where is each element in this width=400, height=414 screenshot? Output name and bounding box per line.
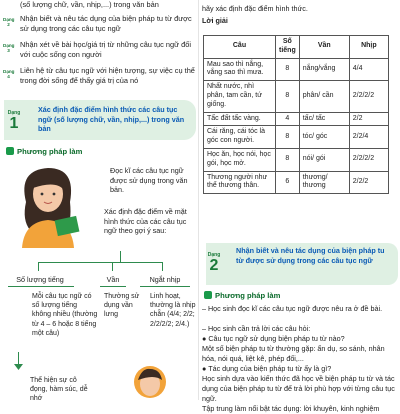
table-cell: 2/2/2/2	[349, 148, 388, 171]
header-rhythm: Nhịp	[349, 36, 388, 59]
table-cell: Thương người như thể thương thân.	[204, 171, 276, 194]
caption-syllables: Số lượng tiếng	[16, 275, 64, 284]
list-item-4-label: Dạng 4	[3, 69, 15, 79]
table-row	[204, 58, 389, 81]
table-cell: phân/ cần	[299, 81, 349, 112]
table-row	[204, 171, 389, 194]
summary-text: Thể hiện sự cô đọng, hàm súc, dễ nhớ	[30, 377, 88, 403]
method-line-5: ● Tác dụng của biện pháp tu từ ấy là gì?	[202, 364, 332, 373]
tree-branch-3	[162, 262, 163, 271]
column-rhyme: Thường sử dụng vần lưng	[104, 293, 140, 319]
tree-stem	[120, 251, 121, 262]
table-cell: tóc/ góc	[299, 126, 349, 149]
table-cell: 8	[276, 126, 300, 149]
gear-icon	[204, 291, 212, 299]
table-cell: tấc/ tấc	[299, 112, 349, 126]
caption-rhyme: Vần	[106, 275, 120, 284]
table-cell: 4/4	[349, 58, 388, 81]
table-cell: 4	[276, 112, 300, 126]
table-cell: 2/2	[349, 112, 388, 126]
method-heading-1: Phương pháp làm	[6, 147, 82, 156]
table-row	[204, 81, 389, 112]
header-rhyme: Vần	[299, 36, 349, 59]
method-heading-2: Phương pháp làm	[204, 291, 280, 300]
table-cell: 2/2/4	[349, 126, 388, 149]
type2-badge: Dạng 2	[207, 252, 221, 274]
table-cell: 6	[276, 171, 300, 194]
student-illustration	[120, 360, 180, 400]
analysis-table	[203, 35, 389, 194]
tree-connector	[38, 262, 162, 263]
list-item-1-text: (số lượng chữ, vần, nhịp,...) trong văn bản	[20, 0, 159, 9]
exercise-intro: hãy xác định đặc điểm hình thức.	[202, 4, 308, 13]
bubble-read: Đọc kĩ các câu tục ngữ được sử dụng trong văn bản.	[110, 166, 188, 195]
list-item-4-text: Liên hệ từ câu tục ngữ với hiện tượng, sự việc cụ thể trong đời sống để thấy giá trị của nó	[20, 66, 195, 85]
type1-badge: Dạng 1	[7, 110, 21, 132]
table-cell: Học ăn, học nói, học gói, học mở.	[204, 148, 276, 171]
table-cell: 8	[276, 148, 300, 171]
bubble-identify: Xác định đặc điểm về mặt hình thức của các câu tục ngữ theo gợi ý sau:	[104, 207, 187, 236]
method-line-7: Tập trung làm nổi bật tác dụng: lời khuyên, kinh nghiệm	[202, 404, 380, 413]
list-item-2-text: Nhận biết và nêu tác dụng của biện pháp tu từ được sử dụng trong các câu tục ngữ	[20, 14, 192, 33]
type1-title: Xác định đặc điểm hình thức các câu tục ngữ (số lượng chữ, vần, nhịp,...) trong văn bản	[38, 105, 185, 133]
table-cell: nắng/vắng	[299, 58, 349, 81]
table-cell: 2/2/2	[349, 171, 388, 194]
table-cell: thương/ thương	[299, 171, 349, 194]
column-divider	[198, 0, 199, 400]
table-cell: 8	[276, 81, 300, 112]
method-line-2: – Học sinh cần trả lời các câu hỏi:	[202, 324, 311, 333]
solution-label: Lời giải	[202, 16, 228, 25]
caption-rhythm: Ngắt nhịp	[149, 275, 181, 284]
header-syllables: Số tiếng	[276, 36, 300, 59]
method-line-4: Một số biện pháp tu từ thường gặp: ẩn dụ, so sánh, nhân hóa, nói quá, liệt kê, phép đối,...	[202, 344, 385, 363]
table-cell: Mau sao thì nắng, vắng sao thì mưa.	[204, 58, 276, 81]
method-line-6: Học sinh dựa vào kiến thức đã học về biện pháp tu từ và tác dụng của biện pháp tu từ để trả lời phù hợp với từng câu tục ngữ.	[202, 374, 395, 403]
table-cell: nói/ gói	[299, 148, 349, 171]
caption-underline-3	[140, 286, 190, 287]
caption-underline-1	[8, 286, 74, 287]
caption-underline-2	[100, 286, 126, 287]
list-item-3-label: Dạng 3	[3, 43, 15, 53]
table-cell: Tấc đất tấc vàng.	[204, 112, 276, 126]
column-syllables: Mỗi câu tục ngữ có số lượng tiếng không nhiều (thường từ 4 – 6 hoặc 8 tiếng một câu)	[32, 293, 98, 337]
header-sentence: Câu	[204, 36, 276, 59]
tree-branch-2	[112, 262, 113, 271]
type2-title: Nhận biết và nêu tác dụng của biện pháp tu từ được sử dụng trong các câu tục ngữ	[236, 246, 385, 265]
list-item-3-text: Nhận xét về bài học/giá trị từ những câu tục ngữ đối với cuộc sống con người	[20, 40, 191, 59]
table-cell: Cái răng, cái tóc là góc con người.	[204, 126, 276, 149]
column-rhythm: Linh hoạt, thường là nhịp chẵn (4/4; 2/2; 2/2/2/2; 2/4.)	[150, 293, 196, 328]
tree-branch-1	[38, 262, 39, 271]
method-line-1: – Học sinh đọc kĩ các câu tục ngữ được nêu ra ở đề bài.	[202, 304, 383, 313]
table-row	[204, 126, 389, 149]
table-cell: 2/2/2/2	[349, 81, 388, 112]
table-row	[204, 112, 389, 126]
method-line-3: ● Câu tục ngữ sử dụng biện pháp tu từ nào?	[202, 334, 345, 343]
arrow-down-icon	[14, 364, 23, 370]
teacher-illustration	[8, 160, 86, 248]
table-row	[204, 148, 389, 171]
table-cell: Nhất nước, nhì phân, tam cần, tứ giống.	[204, 81, 276, 112]
gear-icon	[6, 147, 14, 155]
list-item-2-label: Dạng 2	[3, 17, 15, 27]
table-header-row	[204, 36, 389, 59]
table-cell: 8	[276, 58, 300, 81]
